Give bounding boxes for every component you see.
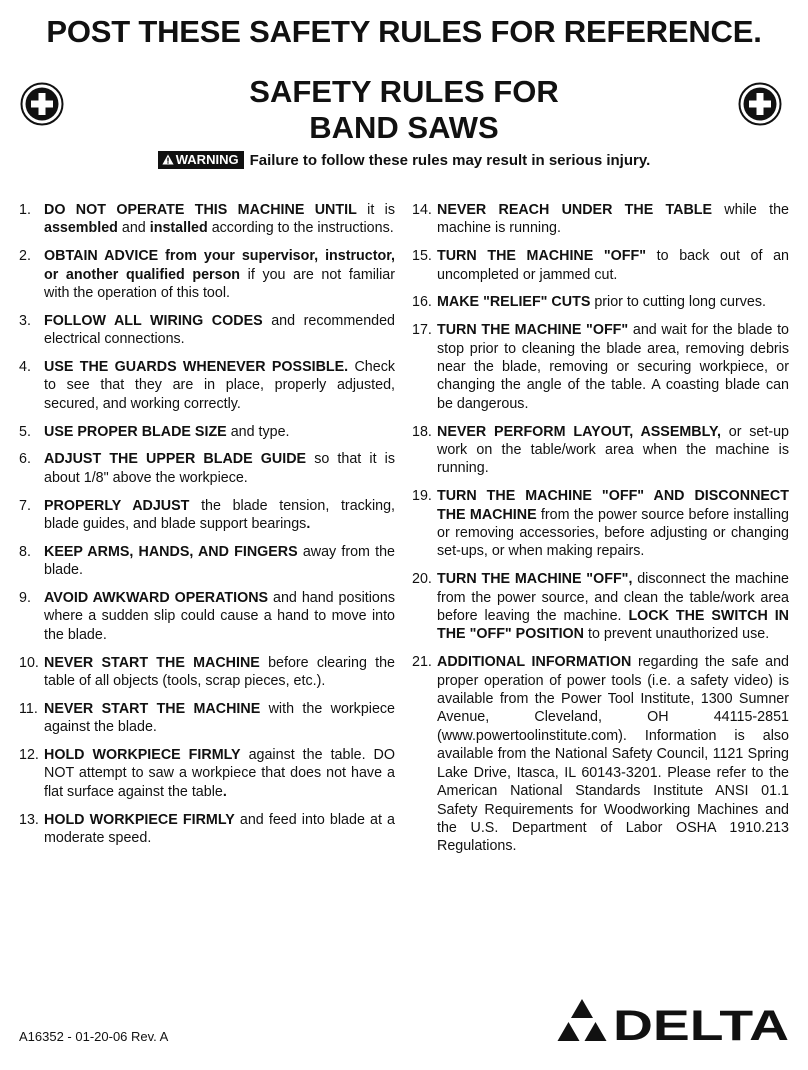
- rule-number: 21.: [412, 654, 432, 671]
- rule-number: 12.: [19, 747, 39, 764]
- rule-text-normal: while the machine is running.: [437, 202, 789, 237]
- rule-number: 3.: [19, 312, 31, 329]
- rule-text-normal: from the power source before installing or removing accessories, before adjusting or changing set-ups, or when making repairs.: [437, 506, 789, 560]
- rule-item: [19, 312, 395, 349]
- rule-item: [412, 247, 789, 284]
- rules-column-left: [19, 201, 395, 857]
- rule-text: [437, 653, 789, 855]
- rule-text-normal: and type.: [226, 423, 290, 440]
- rule-number: 19.: [412, 488, 432, 505]
- rule-item: [19, 247, 395, 302]
- rule-text: [44, 358, 395, 413]
- rule-number: 5.: [19, 423, 31, 440]
- rule-number: 16.: [412, 294, 432, 311]
- rule-text-bold: NEVER START THE MACHINE: [44, 700, 261, 717]
- rule-text: [44, 589, 395, 644]
- rule-text-bold: .: [222, 783, 227, 800]
- rule-item: [412, 293, 789, 311]
- rule-text-normal: and hand positions where a sudden slip could cause a hand to move into the blade.: [44, 590, 395, 643]
- rule-text-bold: ADJUST THE UPPER BLADE GUIDE: [44, 451, 307, 468]
- rule-number: 18.: [412, 423, 432, 440]
- rule-text-normal: Check to see that they are in place, properly adjusted, secured, and working correctly.: [44, 359, 395, 412]
- post-notice-heading: POST THESE SAFETY RULES FOR REFERENCE.: [46, 14, 762, 49]
- rule-text: [44, 312, 395, 349]
- rule-text-normal: regarding the safe and proper operation of power tools (i.e. a safety video) is available from the Power Tool Institute, 1300 Sumner Avenue, Cleveland, OH 44115-2851 (www.powertoolinstitute.com). Information is also available from the National Safety Council, 1121 Spring Lake Drive, Itasca, IL 60143-3201. Please refer to the American National Standards Institute ANSI 01.1 Safety Requirements for Woodworking Machines and the U.S. Department of Labor OSHA 1910.213 Regulations.: [437, 654, 789, 855]
- title-line: BAND SAWS: [309, 110, 499, 145]
- rule-text: [44, 811, 395, 848]
- rule-item: [412, 487, 789, 561]
- rule-text-normal: the blade tension, tracking, blade guides, and blade support bearings: [44, 497, 395, 533]
- rule-number: 15.: [412, 248, 432, 265]
- rule-text-normal: it is: [356, 202, 396, 218]
- rule-number: 1.: [19, 202, 31, 218]
- rule-text-bold: USE PROPER BLADE SIZE: [44, 423, 227, 440]
- rule-item: [412, 201, 789, 238]
- rule-item: [19, 589, 395, 644]
- rule-item: [412, 321, 789, 413]
- rule-number: 4.: [19, 359, 31, 376]
- rule-item: [19, 497, 395, 534]
- rule-item: [412, 423, 789, 478]
- warning-triangle-icon: [162, 154, 174, 165]
- rule-item: [19, 543, 395, 580]
- warning-text: Failure to follow these rules may result in serious injury.: [249, 152, 651, 169]
- rule-text: [44, 543, 395, 580]
- rule-number: 6.: [19, 451, 31, 468]
- rule-text-normal: if you are not familiar with the operation of this tool.: [44, 266, 395, 302]
- rule-text: [44, 700, 395, 737]
- rule-text-normal: prior to cutting long curves.: [590, 294, 766, 311]
- delta-logo: [556, 997, 790, 1043]
- rule-item: [19, 201, 395, 238]
- rule-text-normal: to prevent unauthorized use.: [584, 626, 770, 643]
- rule-item: [412, 570, 789, 644]
- title-line: SAFETY RULES FOR: [249, 74, 559, 109]
- rule-text-bold: KEEP ARMS, HANDS, AND FINGERS: [44, 543, 298, 560]
- rule-text-bold: LOCK THE SWITCH IN THE "OFF" POSITION: [437, 608, 789, 643]
- rule-text-normal: away from the blade.: [44, 543, 395, 579]
- rule-number: 13.: [19, 811, 39, 828]
- rule-text-bold: NEVER PERFORM LAYOUT, ASSEMBLY,: [437, 423, 721, 440]
- rule-text: [437, 293, 789, 311]
- rule-text-bold: TURN THE MACHINE "OFF" AND DISCONNECT THE MACHINE: [437, 488, 789, 523]
- rule-item: [19, 700, 395, 737]
- rule-text-normal: so that it is about 1/8" above the workpiece.: [44, 451, 395, 486]
- rule-number: 14.: [412, 202, 432, 218]
- warning-statement: [0, 151, 808, 169]
- rule-text: [437, 201, 789, 238]
- rule-text: [437, 487, 789, 561]
- rule-text-bold: NEVER REACH UNDER THE TABLE: [437, 202, 713, 218]
- rule-text-bold: OBTAIN ADVICE from your supervisor, instructor, or another qualified person: [44, 248, 395, 283]
- rule-text-bold: NEVER START THE MACHINE: [44, 654, 260, 671]
- document-code: A16352 - 01-20-06 Rev. A: [19, 1029, 169, 1044]
- rule-text: [44, 423, 395, 441]
- rule-text: [44, 247, 395, 302]
- warning-badge-label: WARNING: [175, 152, 239, 167]
- rule-text-bold: HOLD WORKPIECE FIRMLY: [44, 747, 241, 764]
- rule-text-bold: installed: [149, 220, 208, 237]
- rule-text-bold: TURN THE MACHINE "OFF": [437, 322, 629, 339]
- rule-text-normal: according to the instructions.: [207, 220, 394, 237]
- rule-number: 7.: [19, 497, 31, 514]
- rule-text-bold: DO NOT OPERATE THIS MACHINE UNTIL: [44, 202, 357, 218]
- rule-text-bold: MAKE "RELIEF" CUTS: [437, 294, 591, 311]
- rule-number: 20.: [412, 571, 432, 588]
- rule-text: [44, 746, 395, 801]
- rule-number: 9.: [19, 590, 31, 607]
- warning-badge: [158, 151, 244, 169]
- rule-item: [19, 450, 395, 487]
- rule-text-bold: TURN THE MACHINE "OFF": [437, 248, 647, 265]
- rule-text-normal: against the table. DO NOT attempt to saw a workpiece that does not have a flat surface against the table: [44, 747, 395, 800]
- rule-number: 10.: [19, 654, 39, 671]
- rule-text: [437, 570, 789, 644]
- page-title: [0, 74, 808, 146]
- rule-text: [44, 654, 395, 691]
- rule-text-normal: before clearing the table of all objects (tools, scrap pieces, etc.).: [44, 654, 395, 690]
- rule-text: [437, 247, 789, 284]
- rule-text-bold: HOLD WORKPIECE FIRMLY: [44, 811, 235, 828]
- rule-text-bold: .: [306, 516, 311, 533]
- rule-text-normal: or set-up work on the table/work area when the machine is running.: [437, 423, 789, 477]
- rule-number: 17.: [412, 322, 432, 339]
- rule-text-normal: and wait for the blade to stop prior to cleaning the blade area, removing debris near the blade, removing or securing workpiece, or changing the angle of the table. A coasting blade can be dangerous.: [437, 322, 790, 412]
- rule-text-bold: PROPERLY ADJUST: [44, 497, 190, 514]
- rule-text-normal: disconnect the machine from the power source, and clean the table/work area before leaving the machine.: [437, 571, 789, 625]
- rule-number: 8.: [19, 543, 31, 560]
- rule-text-bold: TURN THE MACHINE "OFF",: [437, 571, 633, 588]
- rule-text: [44, 201, 395, 238]
- rule-text-normal: and feed into blade at a moderate speed.: [44, 811, 395, 847]
- rule-text-bold: USE THE GUARDS WHENEVER POSSIBLE.: [44, 359, 349, 376]
- rule-text: [44, 450, 395, 487]
- rules-column-right: [412, 201, 789, 865]
- rule-text-bold: FOLLOW ALL WIRING CODES: [44, 312, 263, 329]
- rule-number: 11.: [19, 700, 38, 717]
- rule-item: [412, 653, 789, 855]
- rule-text: [437, 423, 789, 478]
- rule-item: [19, 811, 395, 848]
- rule-number: 2.: [19, 248, 31, 265]
- rule-text-bold: AVOID AWKWARD OPERATIONS: [44, 590, 269, 607]
- rule-item: [19, 423, 395, 441]
- rule-text-bold: assembled: [44, 220, 118, 237]
- rule-text-normal: and recommended electrical connections.: [44, 312, 396, 348]
- rule-text-normal: to back out of an uncompleted or jammed cut.: [437, 248, 790, 283]
- brand-wordmark: DELTA: [613, 1002, 789, 1043]
- rule-item: [19, 746, 395, 801]
- rule-text: [437, 321, 789, 413]
- rule-item: [19, 654, 395, 691]
- rule-text-normal: with the workpiece against the blade.: [44, 700, 395, 736]
- rule-text: [44, 497, 395, 534]
- rule-item: [19, 358, 395, 413]
- rule-text-normal: and: [117, 220, 150, 237]
- rule-text-bold: ADDITIONAL INFORMATION: [437, 654, 632, 671]
